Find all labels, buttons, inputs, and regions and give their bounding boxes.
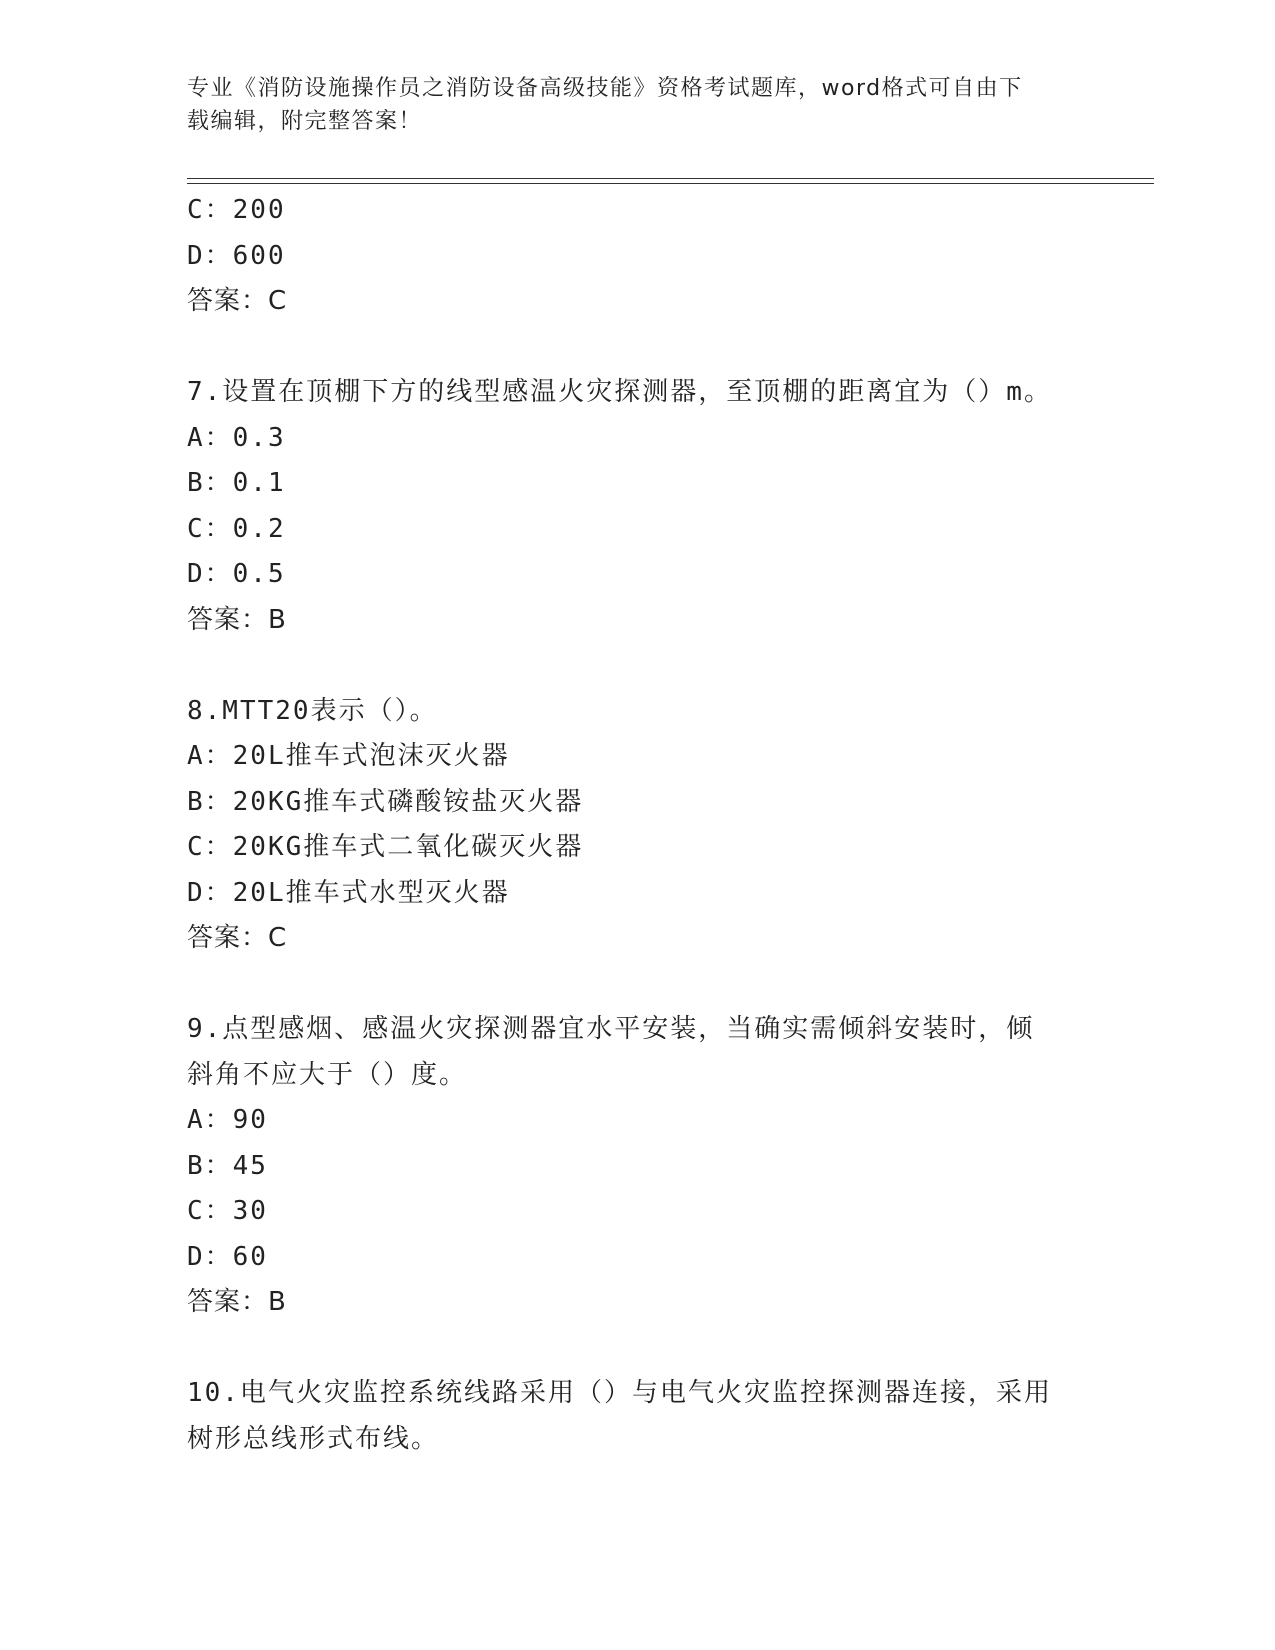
option-d: D：600 xyxy=(187,240,286,271)
answer-line: 答案：C xyxy=(187,923,288,953)
header-divider-bottom xyxy=(187,183,1154,184)
question-8 xyxy=(187,689,1087,962)
option-d: D：60 xyxy=(187,1241,268,1272)
option-a: A：90 xyxy=(187,1105,268,1135)
option-d: D：20L推车式水型灭火器 xyxy=(187,877,510,908)
question-stem: 7.设置在顶棚下方的线型感温火灾探测器，至顶棚的距离宜为（）m。 xyxy=(187,377,1052,407)
option-b: B：45 xyxy=(187,1150,268,1181)
answer-line: 答案：B xyxy=(187,1287,287,1317)
option-c: C：200 xyxy=(187,195,286,225)
question-10 xyxy=(187,1371,1087,1462)
option-c: C：0.2 xyxy=(187,513,286,544)
option-b: B：0.1 xyxy=(187,468,286,498)
option-a: A：20L推车式泡沫灭火器 xyxy=(187,741,510,771)
question-stem-line-2: 斜角不应大于（）度。 xyxy=(187,1059,468,1090)
answer-line: 答案：B xyxy=(187,604,287,635)
header-line-2: 载编辑，附完整答案！ xyxy=(187,109,423,134)
answer-line: 答案：C xyxy=(187,286,288,316)
option-b: B：20KG推车式磷酸铵盐灭火器 xyxy=(187,786,584,817)
question-stem-line-1: 10.电气火灾监控系统线路采用（）与电气火灾监控探测器连接，采用 xyxy=(187,1378,1052,1408)
option-c: C：30 xyxy=(187,1196,268,1226)
header-divider-top xyxy=(187,178,1154,179)
question-6-tail xyxy=(187,188,1087,325)
option-d: D：0.5 xyxy=(187,559,286,589)
question-9 xyxy=(187,1007,1087,1326)
document-header xyxy=(187,72,1067,138)
option-c: C：20KG推车式二氧化碳灭火器 xyxy=(187,832,584,862)
question-stem-line-2: 树形总线形式布线。 xyxy=(187,1423,440,1454)
option-a: A：0.3 xyxy=(187,422,286,453)
question-stem: 8.MTT20表示（）。 xyxy=(187,695,438,726)
question-7 xyxy=(187,370,1087,643)
question-list xyxy=(187,188,1087,1462)
question-stem-line-1: 9.点型感烟、感温火灾探测器宜水平安装，当确实需倾斜安装时，倾 xyxy=(187,1014,1035,1044)
header-line-1: 专业《消防设施操作员之消防设备高级技能》资格考试题库，word格式可自由下 xyxy=(187,76,1023,101)
